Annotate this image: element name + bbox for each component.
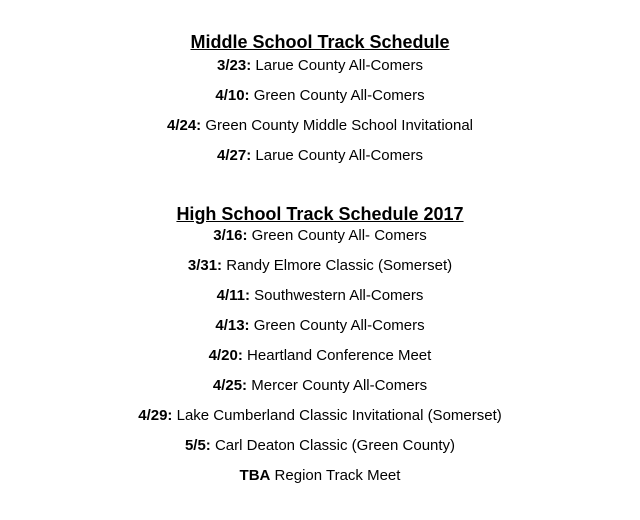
- event-name: Green County All- Comers: [251, 227, 427, 244]
- event-name: Region Track Meet: [274, 467, 401, 484]
- event-item: [0, 406, 640, 426]
- event-date: 5/5:: [184, 437, 211, 454]
- event-item: [0, 346, 640, 366]
- event-item: [0, 116, 640, 136]
- middle-school-section: [0, 31, 640, 166]
- event-date: 4/10:: [215, 87, 250, 104]
- event-item: [0, 256, 640, 276]
- event-item: [0, 86, 640, 106]
- event-item: [0, 316, 640, 336]
- event-item: [0, 56, 640, 76]
- event-name: Green County All-Comers: [253, 87, 425, 104]
- event-name: Randy Elmore Classic (Somerset): [226, 257, 453, 274]
- event-name: Lake Cumberland Classic Invitational (Somerset): [176, 407, 502, 424]
- middle-school-event-list: [0, 56, 640, 166]
- event-item: [0, 226, 640, 246]
- middle-school-heading: Middle School Track Schedule: [190, 32, 450, 52]
- high-school-section: [0, 203, 640, 486]
- event-item: [0, 376, 640, 396]
- event-name: Green County Middle School Invitational: [205, 117, 474, 134]
- event-date: 4/27:: [217, 147, 252, 164]
- event-date: 4/24:: [166, 117, 202, 134]
- event-date: 3/31:: [187, 257, 223, 274]
- event-name: Larue County All-Comers: [255, 147, 423, 164]
- event-date: 4/25:: [212, 377, 248, 394]
- event-item: [0, 436, 640, 456]
- event-name: Carl Deaton Classic (Green County): [214, 437, 456, 454]
- event-date: 4/11:: [216, 287, 250, 304]
- event-date: 4/13:: [215, 317, 250, 334]
- event-name: Green County All-Comers: [253, 317, 425, 334]
- event-name: Heartland Conference Meet: [247, 347, 432, 364]
- high-school-heading: High School Track Schedule 2017: [176, 204, 464, 224]
- event-date: 3/23:: [217, 57, 252, 74]
- event-item: [0, 466, 640, 486]
- event-date: 3/16:: [213, 227, 248, 244]
- event-item: [0, 146, 640, 166]
- event-name: Mercer County All-Comers: [251, 377, 428, 394]
- event-name: Larue County All-Comers: [255, 57, 423, 74]
- event-date: 4/29:: [138, 407, 173, 424]
- high-school-event-list: [0, 226, 640, 486]
- event-date: TBA: [239, 467, 271, 484]
- event-name: Southwestern All-Comers: [254, 287, 424, 304]
- event-date: 4/20:: [208, 347, 243, 364]
- event-item: [0, 286, 640, 306]
